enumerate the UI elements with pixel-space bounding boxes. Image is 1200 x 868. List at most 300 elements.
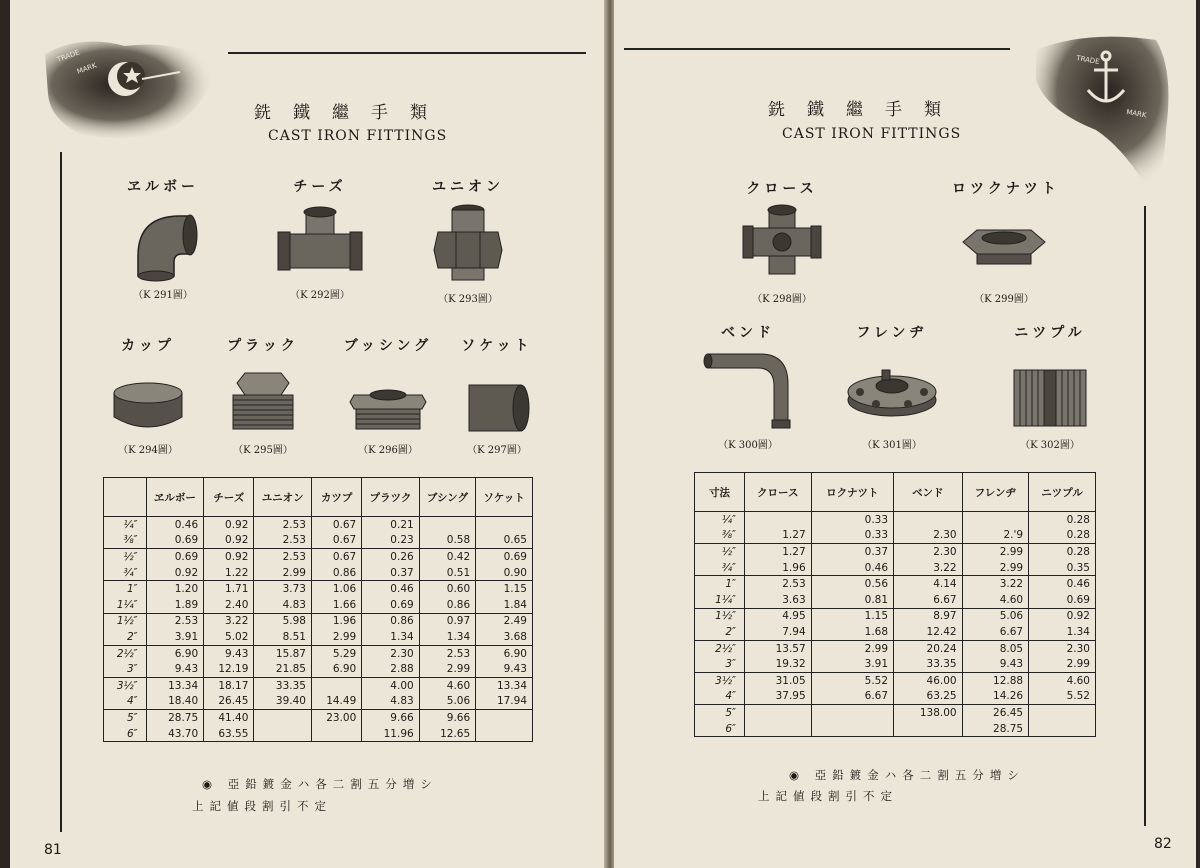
price-cell: 23.00 (311, 710, 361, 726)
price-cell: 17.94 (476, 694, 533, 710)
price-cell: 1.22 (204, 565, 254, 581)
fitting-name: ヱルボー (127, 179, 199, 195)
table-row (695, 544, 1096, 560)
price-cell: 2.53 (419, 645, 475, 661)
table-header-row (104, 478, 533, 517)
union-icon (428, 196, 508, 286)
price-cell: 1.66 (311, 597, 361, 613)
price-cell: 2.99 (811, 640, 893, 656)
price-cell: 0.67 (311, 517, 361, 533)
size-cell: 1¼″ (104, 597, 147, 613)
top-rule (228, 52, 586, 54)
price-cell (311, 726, 361, 742)
price-cell: 0.33 (811, 528, 893, 544)
price-cell (254, 710, 312, 726)
price-cell: 4.95 (744, 608, 811, 624)
price-cell: 15.87 (254, 645, 312, 661)
price-cell: 6.67 (962, 624, 1029, 640)
size-cell: ⅜″ (104, 533, 147, 549)
cross-icon (737, 198, 827, 286)
price-cell: 18.17 (204, 677, 254, 693)
fitting-tee (265, 176, 375, 301)
size-cell: ¾″ (695, 560, 745, 576)
bend-icon (698, 342, 798, 432)
price-cell: 138.00 (894, 705, 963, 721)
table-row (104, 533, 533, 549)
table-row (104, 726, 533, 742)
locknut-icon (959, 198, 1049, 286)
price-cell: 4.60 (419, 677, 475, 693)
price-cell: 9.43 (146, 661, 204, 677)
fitting-caption: （K 298圖） (752, 294, 812, 305)
price-cell (962, 512, 1029, 528)
price-cell: 5.06 (419, 694, 475, 710)
price-cell: 2.'9 (962, 528, 1029, 544)
price-cell: 1.34 (1029, 624, 1096, 640)
table-row (695, 576, 1096, 592)
plug-icon (223, 355, 303, 437)
flange-icon (842, 342, 942, 432)
price-cell (744, 705, 811, 721)
table-row (695, 672, 1096, 688)
price-cell: 6.90 (476, 645, 533, 661)
price-cell: 0.60 (419, 581, 475, 597)
fitting-bend (688, 322, 808, 451)
price-cell: 63.25 (894, 689, 963, 705)
price-cell: 8.05 (962, 640, 1029, 656)
size-cell: ¼″ (695, 512, 745, 528)
price-cell: 9.66 (362, 710, 419, 726)
price-cell: 1.84 (476, 597, 533, 613)
price-cell: 3.22 (204, 613, 254, 629)
size-cell: 3″ (104, 661, 147, 677)
trademark-word-trade: TRADE (55, 48, 81, 64)
price-cell: 13.57 (744, 640, 811, 656)
fitting-name: ベンド (721, 325, 775, 341)
price-cell: 4.00 (362, 677, 419, 693)
price-cell: 6.90 (146, 645, 204, 661)
price-cell: 5.98 (254, 613, 312, 629)
size-cell: ¾″ (104, 565, 147, 581)
price-cell: 3.22 (894, 560, 963, 576)
price-cell: 2.99 (419, 661, 475, 677)
size-cell: ¼″ (104, 517, 147, 533)
price-cell: 0.56 (811, 576, 893, 592)
fitting-name: ユニオン (432, 179, 504, 195)
left-page (10, 0, 606, 868)
fitting-caption: （K 299圖） (974, 294, 1034, 305)
fitting-name: ソケット (461, 338, 533, 354)
price-cell (419, 517, 475, 533)
price-cell: 0.86 (362, 613, 419, 629)
table-row (695, 592, 1096, 608)
price-cell: 3.63 (744, 592, 811, 608)
table-row (695, 560, 1096, 576)
price-cell: 0.65 (476, 533, 533, 549)
fitting-flange (832, 322, 952, 451)
price-cell: 5.52 (811, 672, 893, 688)
price-cell (811, 721, 893, 737)
trademark-word-mark: MARK (75, 61, 98, 76)
column-header: ソケット (476, 478, 533, 517)
table-row (695, 512, 1096, 528)
price-cell: 7.94 (744, 624, 811, 640)
column-header: ブシング (419, 478, 475, 517)
fitting-locknut (952, 178, 1060, 305)
price-cell: 1.20 (146, 581, 204, 597)
price-cell: 26.45 (204, 694, 254, 710)
column-header: ベンド (894, 473, 963, 512)
size-cell: 6″ (104, 726, 147, 742)
price-cell: 9.43 (962, 656, 1029, 672)
price-cell: 0.86 (311, 565, 361, 581)
price-cell: 12.65 (419, 726, 475, 742)
table-row (695, 608, 1096, 624)
fitting-elbow (108, 176, 218, 301)
nipple-icon (1000, 342, 1100, 432)
price-cell: 2.53 (744, 576, 811, 592)
price-cell: 33.35 (254, 677, 312, 693)
table-row (695, 656, 1096, 672)
price-cell: 46.00 (894, 672, 963, 688)
table-row (695, 624, 1096, 640)
column-header: クロース (744, 473, 811, 512)
price-cell: 0.92 (204, 517, 254, 533)
fitting-caption: （K 297圖） (467, 445, 527, 456)
footnote-zinc-plating: ◉ 亞鉛鍍金ハ各二割五分増シ (789, 768, 1025, 782)
fitting-name: クロース (746, 181, 818, 197)
table-row (695, 640, 1096, 656)
size-cell: 2″ (695, 624, 745, 640)
footnote-discount: 上記値段割引不定 (758, 789, 898, 803)
price-cell: 5.02 (204, 629, 254, 645)
price-cell: 2.30 (362, 645, 419, 661)
price-cell: 1.15 (811, 608, 893, 624)
size-cell: 3½″ (695, 672, 745, 688)
size-cell: ⅜″ (695, 528, 745, 544)
price-cell (744, 721, 811, 737)
price-cell: 12.88 (962, 672, 1029, 688)
fitting-caption: （K 301圖） (862, 440, 922, 451)
column-header: カツプ (311, 478, 361, 517)
left-margin-rule (60, 152, 62, 832)
price-cell: 2.88 (362, 661, 419, 677)
price-cell (894, 512, 963, 528)
price-cell: 1.06 (311, 581, 361, 597)
size-cell: 1½″ (695, 608, 745, 624)
price-cell: 14.26 (962, 689, 1029, 705)
price-cell (254, 726, 312, 742)
table-row (104, 549, 533, 565)
price-cell (476, 710, 533, 726)
price-cell: 0.69 (146, 549, 204, 565)
anchor-trademark-emblem (1026, 30, 1176, 200)
price-cell: 0.67 (311, 533, 361, 549)
price-cell: 20.24 (894, 640, 963, 656)
price-cell: 0.37 (362, 565, 419, 581)
table-row (695, 705, 1096, 721)
price-cell: 12.19 (204, 661, 254, 677)
size-column-header: 寸法 (695, 473, 745, 512)
price-cell: 4.60 (1029, 672, 1096, 688)
table-row (104, 661, 533, 677)
price-cell: 2.30 (1029, 640, 1096, 656)
fitting-socket (442, 335, 552, 456)
price-cell: 13.34 (476, 677, 533, 693)
price-cell: 0.86 (419, 597, 475, 613)
fitting-name: ニツプル (1014, 325, 1086, 341)
size-cell: 2½″ (695, 640, 745, 656)
price-cell: 9.66 (419, 710, 475, 726)
price-cell: 1.34 (362, 629, 419, 645)
trademark-word-trade: TRADE (1075, 54, 1101, 67)
page-number: 82 (1154, 836, 1172, 852)
size-cell: 6″ (695, 721, 745, 737)
price-cell: 0.97 (419, 613, 475, 629)
price-cell: 2.99 (962, 544, 1029, 560)
size-cell: 3½″ (104, 677, 147, 693)
price-cell: 0.33 (811, 512, 893, 528)
fitting-caption: （K 293圖） (438, 294, 498, 305)
table-row (695, 689, 1096, 705)
price-cell (476, 517, 533, 533)
price-cell (811, 705, 893, 721)
price-cell: 0.28 (1029, 512, 1096, 528)
page-title-en: CAST IRON FITTINGS (782, 126, 962, 142)
size-column-header (104, 478, 147, 517)
footnote-discount: 上記値段割引不定 (192, 799, 332, 813)
price-cell: 0.69 (1029, 592, 1096, 608)
column-header: フレンヂ (962, 473, 1029, 512)
price-cell: 1.71 (204, 581, 254, 597)
fitting-caption: （K 296圖） (358, 445, 418, 456)
price-cell: 0.23 (362, 533, 419, 549)
size-cell: ½″ (695, 544, 745, 560)
table-header-row (695, 473, 1096, 512)
price-cell (476, 726, 533, 742)
price-cell: 0.92 (204, 549, 254, 565)
price-cell: 1.96 (311, 613, 361, 629)
price-cell: 12.42 (894, 624, 963, 640)
table-row (104, 710, 533, 726)
price-cell: 0.51 (419, 565, 475, 581)
price-cell: 6.67 (811, 689, 893, 705)
price-cell: 2.99 (962, 560, 1029, 576)
size-cell: 4″ (695, 689, 745, 705)
price-cell: 2.99 (311, 629, 361, 645)
table-row (104, 581, 533, 597)
table-row (104, 597, 533, 613)
size-cell: 1½″ (104, 613, 147, 629)
size-cell: 3″ (695, 656, 745, 672)
price-cell: 11.96 (362, 726, 419, 742)
socket-icon (457, 355, 537, 437)
table-row (695, 721, 1096, 737)
column-header: ヱルボー (146, 478, 204, 517)
price-cell: 28.75 (962, 721, 1029, 737)
column-header: ユニオン (254, 478, 312, 517)
price-cell: 5.06 (962, 608, 1029, 624)
page-title-en: CAST IRON FITTINGS (268, 128, 448, 144)
price-cell (1029, 721, 1096, 737)
price-cell: 63.55 (204, 726, 254, 742)
table-row (104, 613, 533, 629)
size-cell: 2″ (104, 629, 147, 645)
price-cell: 1.27 (744, 528, 811, 544)
price-cell: 19.32 (744, 656, 811, 672)
price-cell: 2.30 (894, 544, 963, 560)
price-cell: 0.21 (362, 517, 419, 533)
price-cell (1029, 705, 1096, 721)
price-cell: 0.58 (419, 533, 475, 549)
price-cell: 0.35 (1029, 560, 1096, 576)
tee-icon (272, 196, 368, 282)
size-cell: 1″ (104, 581, 147, 597)
price-cell: 2.53 (254, 533, 312, 549)
price-cell: 0.37 (811, 544, 893, 560)
price-cell: 5.29 (311, 645, 361, 661)
table-row (104, 565, 533, 581)
column-header: チーズ (204, 478, 254, 517)
table-row (104, 645, 533, 661)
table-row (104, 677, 533, 693)
page-title-jp: 銑鐵繼手類 (254, 103, 449, 123)
price-cell: 2.99 (254, 565, 312, 581)
price-cell: 1.27 (744, 544, 811, 560)
price-cell: 18.40 (146, 694, 204, 710)
price-cell (744, 512, 811, 528)
price-table (694, 472, 1096, 737)
price-cell: 3.22 (962, 576, 1029, 592)
price-cell: 0.92 (204, 533, 254, 549)
price-cell: 1.34 (419, 629, 475, 645)
crescent-star-trademark-emblem (40, 34, 220, 154)
price-cell: 28.75 (146, 710, 204, 726)
fitting-nipple (990, 322, 1110, 451)
price-cell: 31.05 (744, 672, 811, 688)
price-cell: 3.73 (254, 581, 312, 597)
price-cell: 2.53 (146, 613, 204, 629)
column-header: プラツク (362, 478, 419, 517)
table-row (695, 528, 1096, 544)
fitting-name: プラック (227, 338, 299, 354)
right-page (614, 0, 1196, 868)
price-cell: 2.99 (1029, 656, 1096, 672)
page-title-jp: 銑鐵繼手類 (768, 100, 963, 120)
price-cell: 0.46 (146, 517, 204, 533)
price-cell: 9.43 (476, 661, 533, 677)
price-cell: 39.40 (254, 694, 312, 710)
price-cell: 43.70 (146, 726, 204, 742)
fitting-caption: （K 302圖） (1020, 440, 1080, 451)
top-rule (624, 48, 1010, 50)
price-cell: 0.46 (1029, 576, 1096, 592)
price-cell: 0.90 (476, 565, 533, 581)
column-header: ニツプル (1029, 473, 1096, 512)
price-cell: 21.85 (254, 661, 312, 677)
fitting-name: チーズ (293, 179, 347, 195)
fitting-name: ロツクナツト (952, 181, 1060, 197)
price-cell (311, 677, 361, 693)
fitting-caption: （K 300圖） (718, 440, 778, 451)
right-margin-rule (1144, 206, 1146, 826)
size-cell: 1¼″ (695, 592, 745, 608)
size-cell: 5″ (695, 705, 745, 721)
price-cell: 33.35 (894, 656, 963, 672)
price-cell: 1.68 (811, 624, 893, 640)
price-cell: 0.26 (362, 549, 419, 565)
price-cell: 41.40 (204, 710, 254, 726)
price-cell: 4.83 (362, 694, 419, 710)
fitting-caption: （K 292圖） (290, 290, 350, 301)
price-cell: 1.15 (476, 581, 533, 597)
price-cell: 0.46 (811, 560, 893, 576)
price-cell: 26.45 (962, 705, 1029, 721)
fitting-name: フレンヂ (856, 325, 928, 341)
bushing-icon (348, 355, 428, 437)
price-cell: 2.40 (204, 597, 254, 613)
size-cell: 4″ (104, 694, 147, 710)
price-cell: 3.68 (476, 629, 533, 645)
price-cell (894, 721, 963, 737)
price-cell: 0.42 (419, 549, 475, 565)
price-cell: 2.53 (254, 517, 312, 533)
price-cell: 2.53 (254, 549, 312, 565)
price-cell: 14.49 (311, 694, 361, 710)
price-cell: 0.69 (146, 533, 204, 549)
column-header: ロクナツト (811, 473, 893, 512)
price-cell: 37.95 (744, 689, 811, 705)
price-cell: 6.67 (894, 592, 963, 608)
size-cell: ½″ (104, 549, 147, 565)
size-cell: 5″ (104, 710, 147, 726)
fitting-cross (722, 178, 842, 305)
price-cell: 0.46 (362, 581, 419, 597)
price-cell: 1.96 (744, 560, 811, 576)
price-cell: 9.43 (204, 645, 254, 661)
price-cell: 0.69 (362, 597, 419, 613)
price-cell: 0.92 (1029, 608, 1096, 624)
footnote-zinc-plating: ◉ 亞鉛鍍金ハ各二割五分増シ (202, 777, 438, 791)
price-cell: 5.52 (1029, 689, 1096, 705)
price-cell: 6.90 (311, 661, 361, 677)
price-cell: 3.91 (811, 656, 893, 672)
trademark-word-mark: MARK (1125, 108, 1148, 120)
table-row (104, 629, 533, 645)
price-cell: 4.83 (254, 597, 312, 613)
fitting-bushing (328, 335, 448, 456)
fitting-caption: （K 295圖） (233, 445, 293, 456)
price-cell: 8.97 (894, 608, 963, 624)
page-number: 81 (44, 842, 62, 858)
fitting-name: カップ (121, 338, 175, 354)
fitting-cap (93, 335, 203, 456)
price-cell: 3.91 (146, 629, 204, 645)
fitting-union (418, 176, 518, 305)
cap-icon (108, 355, 188, 437)
elbow-icon (118, 196, 208, 282)
size-cell: 1″ (695, 576, 745, 592)
price-cell: 4.60 (962, 592, 1029, 608)
fitting-caption: （K 294圖） (118, 445, 178, 456)
price-cell: 0.69 (476, 549, 533, 565)
price-cell: 0.28 (1029, 544, 1096, 560)
price-cell: 13.34 (146, 677, 204, 693)
price-cell: 0.81 (811, 592, 893, 608)
size-cell: 2½″ (104, 645, 147, 661)
price-cell: 0.28 (1029, 528, 1096, 544)
fitting-caption: （K 291圖） (133, 290, 193, 301)
